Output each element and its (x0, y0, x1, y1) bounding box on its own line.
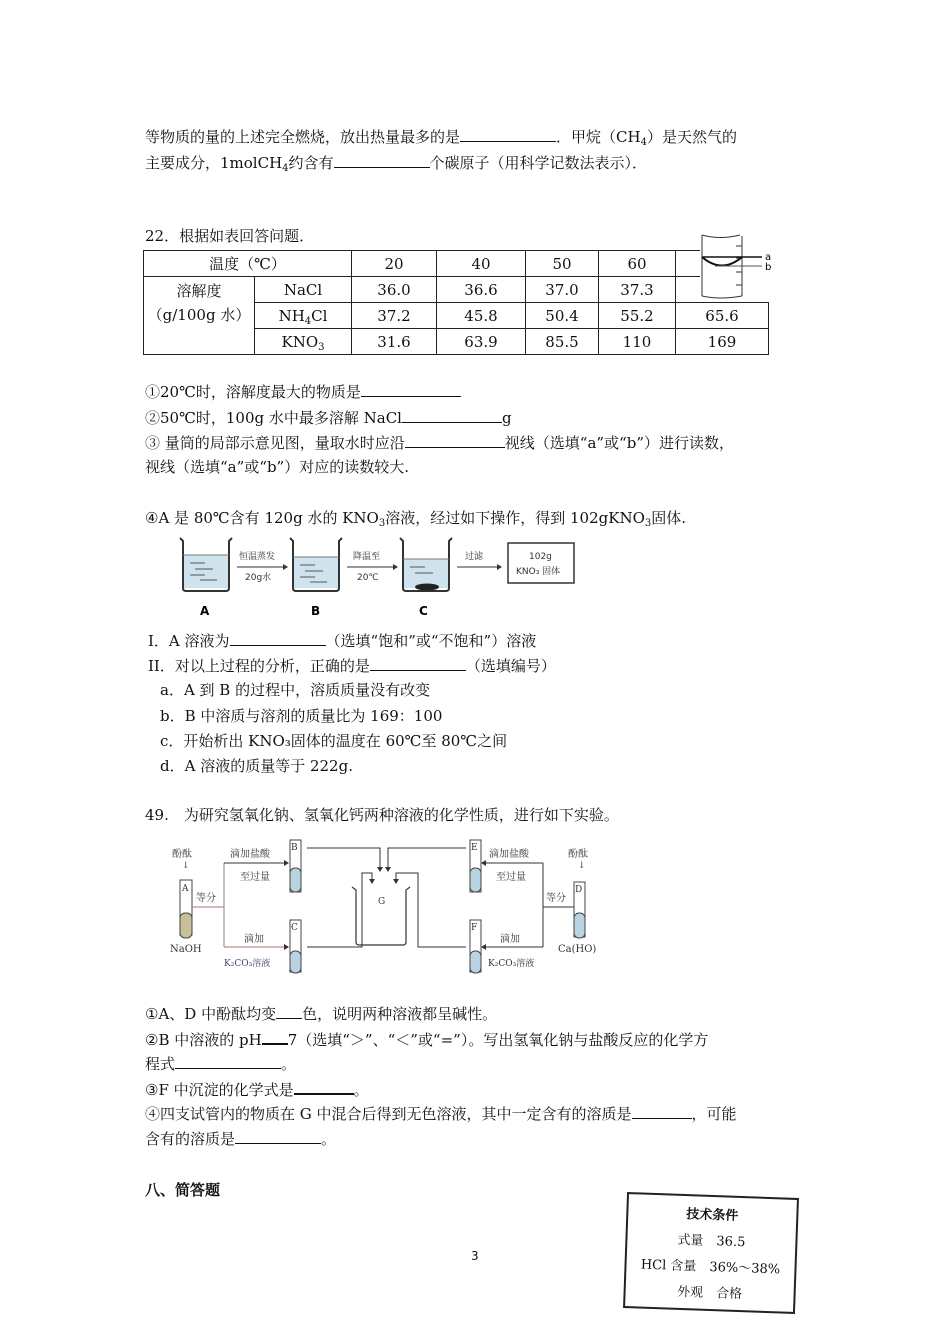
part-ii-text: （选填编号） (465, 657, 556, 675)
value-cell: 31.6 (352, 329, 437, 355)
answer-blank[interactable] (361, 381, 461, 397)
answer-blank[interactable] (276, 1003, 302, 1019)
experiment-diagram (160, 835, 610, 980)
svg-text:滴加: 滴加 (500, 934, 520, 945)
q22-part-i (148, 630, 536, 651)
svg-text:滴加: 滴加 (244, 934, 264, 945)
solubility-label-line2: （g/100g 水） (147, 306, 251, 324)
answer-blank[interactable] (334, 152, 430, 168)
section-heading: 八、简答题 (145, 1181, 221, 1199)
option-d: d．A 溶液的质量等于 222g. (160, 757, 353, 775)
substance-name: $NH_4Cl$ (255, 303, 352, 329)
q49-sub4 (145, 1103, 737, 1124)
subscript: 4 (640, 137, 647, 148)
table-row (144, 277, 769, 303)
svg-text:B: B (311, 604, 321, 618)
q22-part-ii (148, 655, 556, 676)
crystallization-process-diagram (175, 533, 595, 623)
svg-text:20g水: 20g水 (245, 573, 272, 583)
beaker-b (290, 538, 342, 591)
svg-text:降温至: 降温至 (353, 552, 381, 562)
q21-text: 等物质的量的上述完全燃烧，放出热量最多的是 (145, 128, 461, 146)
label-row-appearance: 外观 合格 (676, 1284, 743, 1303)
svg-text:C: C (419, 604, 428, 618)
q49-sub3 (145, 1078, 369, 1100)
svg-text:等分: 等分 (546, 893, 566, 904)
temp-cell: 40 (437, 251, 526, 277)
q22-sub1 (145, 381, 461, 402)
svg-text:滴加盐酸: 滴加盐酸 (230, 849, 270, 860)
q22-sub2-text: ②50℃时，100g 水中最多溶解 NaCl (145, 409, 402, 427)
svg-text:A: A (182, 884, 189, 894)
q49-sub1-text: ①A、D 中酚酞均变 (145, 1005, 277, 1023)
q22-sub2 (145, 407, 512, 428)
svg-text:C: C (291, 923, 298, 933)
answer-blank[interactable] (230, 630, 326, 646)
label-a: a (765, 252, 772, 263)
q49-title: 49. 为研究氢氧化钠、氢氧化钙两种溶液的化学性质，进行如下实验。 (145, 806, 619, 824)
value-cell: 85.5 (526, 329, 599, 355)
temp-cell: 20 (352, 251, 437, 277)
value-cell: 36.6 (437, 277, 526, 303)
table-header-row (144, 251, 769, 277)
q49-sub2-text: 。 (281, 1055, 297, 1073)
q21-text: 主要成分，1molCH (145, 154, 283, 172)
solubility-table (143, 250, 772, 355)
q22-sub4-text: 固体. (651, 509, 687, 527)
hydrochloric-acid-label (623, 1192, 799, 1314)
svg-text:K₂CO₃溶液: K₂CO₃溶液 (488, 959, 535, 969)
beaker-a (180, 538, 232, 591)
temp-cell: 60 (599, 251, 676, 277)
svg-text:酚酞: 酚酞 (172, 849, 192, 860)
temperature-header: 温度（℃） (144, 251, 352, 277)
svg-text:20℃: 20℃ (357, 573, 379, 583)
value-cell: 37.0 (526, 277, 599, 303)
subscript: 3 (644, 518, 652, 529)
svg-text:F: F (471, 923, 478, 933)
solubility-label (144, 277, 255, 355)
answer-blank[interactable] (402, 407, 502, 423)
option-b: b．B 中溶质与溶剂的质量比为 169：100 (160, 707, 443, 725)
q21-text: 约含有 (288, 154, 334, 172)
svg-text:过滤: 过滤 (465, 552, 484, 562)
svg-text:K₂CO₃溶液: K₂CO₃溶液 (224, 959, 271, 969)
q49-sub4-text: ，可能 (691, 1105, 737, 1123)
q49-sub2-text: 7（选填“＞”、“＜”或“=”）。写出氢氧化钠与盐酸反应的化学方 (287, 1031, 709, 1049)
q22-sub4 (145, 508, 686, 528)
q22-sub4-text: ④A 是 80℃含有 120g 水的 KNO (145, 509, 379, 527)
graduated-cylinder-figure (700, 230, 780, 302)
svg-text:酚酞: 酚酞 (568, 849, 588, 860)
q22-sub3-text: ③ 量筒的局部示意见图，量取水时应沿 (145, 434, 405, 452)
temp-cell: 50 (526, 251, 599, 277)
q49-sub4-text: ④四支试管内的物质在 G 中混合后得到无色溶液，其中一定含有的溶质是 (145, 1105, 632, 1123)
q21-text: 个碳原子（用科学记数法表示）． (429, 154, 648, 172)
beaker-process-icon (175, 533, 595, 623)
svg-text:KNO₃ 固体: KNO₃ 固体 (516, 567, 561, 577)
substance-name: $KNO_3$ (255, 329, 352, 355)
part-i-text: I．A 溶液为 (148, 632, 230, 650)
q49-sub3-text: 。 (353, 1081, 369, 1099)
q22-title: 22．根据如表回答问题． (145, 227, 315, 245)
label-title: 技术条件 (686, 1207, 739, 1224)
svg-text:滴加盐酸: 滴加盐酸 (489, 849, 529, 860)
subscript: 4 (282, 163, 289, 174)
substance-name: NaCl (255, 277, 352, 303)
svg-text:至过量: 至过量 (240, 872, 270, 883)
svg-text:B: B (291, 843, 298, 853)
q21-line-1 (145, 126, 737, 147)
answer-blank[interactable] (370, 655, 466, 671)
option-c: c．开始析出 KNO₃固体的温度在 60℃至 80℃之间 (160, 732, 508, 750)
svg-text:等分: 等分 (196, 893, 216, 904)
answer-blank[interactable] (175, 1053, 281, 1069)
solubility-label-line1: 溶解度 (176, 282, 222, 300)
part-i-text: （选填“饱和”或“不饱和”）溶液 (325, 632, 537, 650)
q49-sub2-text: 程式 (145, 1055, 176, 1073)
q21-text: ．甲烷（CH (556, 128, 641, 146)
svg-text:D: D (575, 885, 583, 895)
svg-text:102g: 102g (529, 552, 552, 562)
value-cell: 36.0 (352, 277, 437, 303)
label-row-hcl-content: HCl 含量 36%～38% (640, 1257, 781, 1278)
q49-sub4-cont (145, 1128, 336, 1149)
q49-sub1-text: 色，说明两种溶液都呈碱性。 (302, 1005, 498, 1023)
svg-text:↓: ↓ (182, 861, 190, 871)
test-tube-experiment-icon (160, 835, 610, 980)
value-cell: 45.8 (437, 303, 526, 329)
svg-text:Ca(HO): Ca(HO) (558, 944, 597, 955)
answer-blank[interactable] (294, 1078, 354, 1095)
q49-sub4-text: 。 (321, 1130, 337, 1148)
value-cell: 37.2 (352, 303, 437, 329)
value-cell: 37.3 (599, 277, 676, 303)
q21-line-2 (145, 152, 647, 173)
svg-text:NaOH: NaOH (170, 944, 202, 955)
value-cell: 50.4 (526, 303, 599, 329)
q22-sub3-cont: 视线（选填“a”或“b”）对应的读数较大. (145, 458, 409, 476)
q49-sub2-cont (145, 1053, 296, 1074)
q21-text: ）是天然气的 (646, 128, 737, 146)
unit-g: g (501, 409, 512, 427)
q49-sub2 (145, 1028, 708, 1050)
label-b: b (765, 262, 772, 273)
svg-text:↓: ↓ (578, 861, 586, 871)
value-cell: 110 (599, 329, 676, 355)
value-cell: 63.9 (437, 329, 526, 355)
part-ii-text: II．对以上过程的分析，正确的是 (148, 657, 370, 675)
value-cell: 55.2 (599, 303, 676, 329)
q49-sub2-text: ②B 中溶液的 pH (145, 1031, 262, 1049)
label-row-formula-weight: 式量 36.5 (677, 1232, 746, 1251)
answer-blank[interactable] (405, 432, 505, 448)
page-number: 3 (471, 1249, 479, 1263)
svg-text:至过量: 至过量 (496, 872, 526, 883)
value-cell: 169 (676, 329, 769, 355)
answer-blank[interactable] (460, 126, 556, 142)
q49-sub3-text: ③F 中沉淀的化学式是 (145, 1081, 294, 1099)
q49-sub1 (145, 1003, 497, 1024)
q22-sub3-text: 视线（选填“a”或“b”）进行读数， (504, 434, 735, 452)
value-cell: 65.6 (676, 303, 769, 329)
answer-blank[interactable] (235, 1128, 321, 1144)
svg-text:G: G (378, 897, 386, 907)
q22-sub4-text: 溶液，经过如下操作，得到 102gKNO (385, 509, 645, 527)
q22-sub3 (145, 432, 734, 453)
option-a: a．A 到 B 的过程中，溶质质量没有改变 (160, 681, 431, 699)
q22-sub1-text: ①20℃时，溶解度最大的物质是 (145, 383, 361, 401)
q49-sub4-text: 含有的溶质是 (145, 1130, 236, 1148)
cylinder-icon (700, 230, 780, 302)
beaker-c (400, 538, 452, 591)
answer-blank[interactable] (262, 1028, 288, 1045)
subscript: 3 (378, 518, 386, 529)
svg-text:E: E (471, 843, 478, 853)
answer-blank[interactable] (632, 1103, 692, 1119)
svg-text:A: A (200, 604, 210, 618)
svg-text:恒温蒸发: 恒温蒸发 (239, 552, 276, 562)
